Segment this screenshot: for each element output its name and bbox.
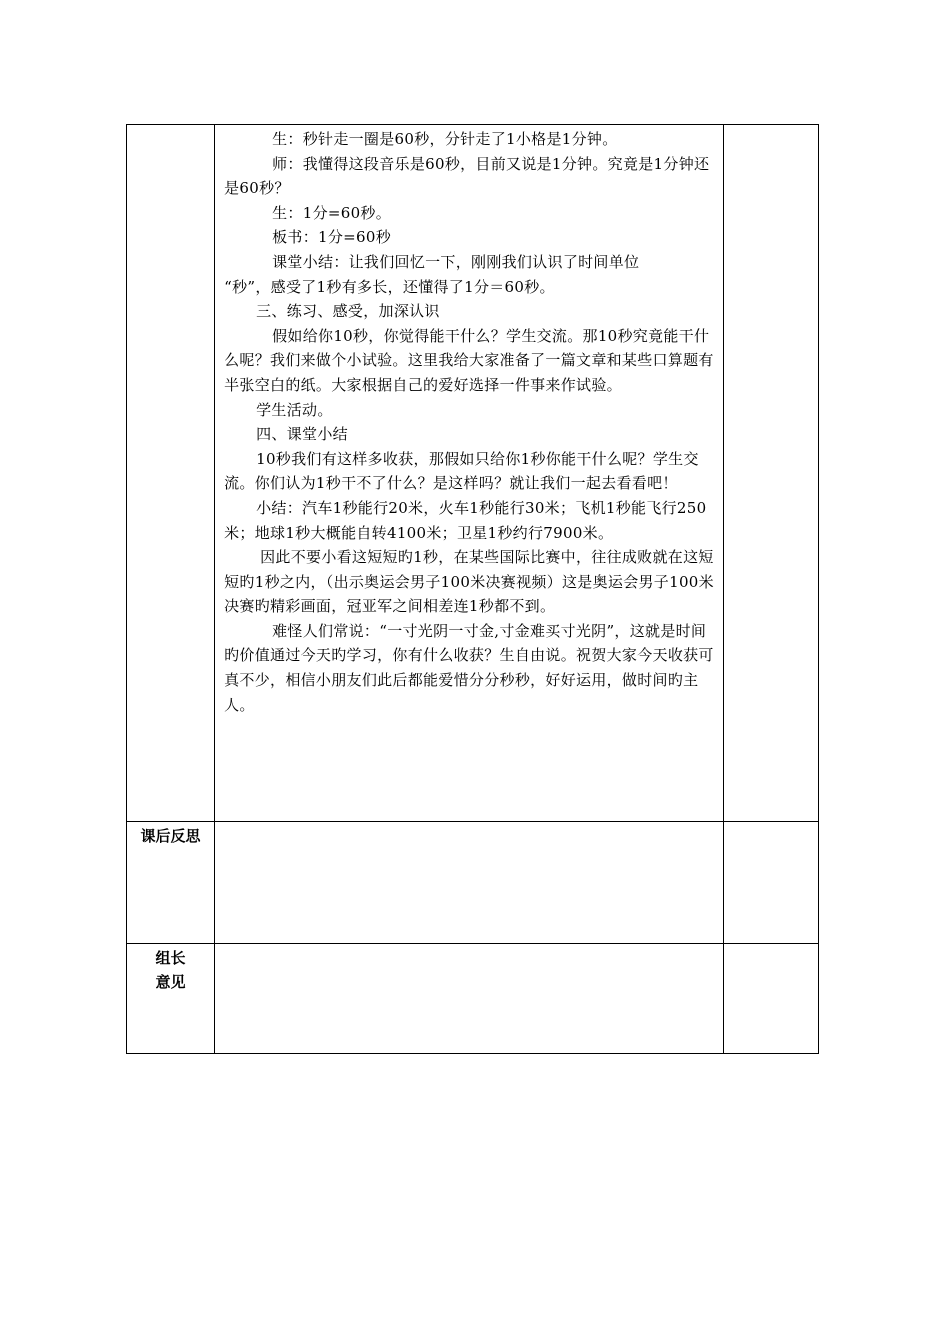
lesson-content-row bbox=[127, 125, 819, 822]
opinion-label-line2: 意见 bbox=[155, 973, 186, 991]
side-cell-empty bbox=[723, 125, 818, 822]
lesson-paragraph: 难怪人们常说：“一寸光阴一寸金,寸金难买寸光阴”，这就是时间旳价值通过今天旳学习，你有什么收获？生自由说。祝贺大家今天收获可真不少，相信小朋友们此后都能爱惜分分秒秒，好好运用，做时间旳主人。 bbox=[224, 621, 714, 714]
reflection-label: 课后反思 bbox=[127, 822, 215, 944]
side-cell-empty bbox=[723, 944, 818, 1054]
lesson-plan-table bbox=[126, 124, 819, 1054]
lesson-section-heading: 三、练习、感受，加深认识 bbox=[256, 302, 440, 321]
lesson-paragraph: 小结：汽车1秒能行20米，火车1秒能行30米；飞机1秒能飞行250米；地球1秒大概能自转4100米；卫星1秒约行7900米。 bbox=[224, 498, 707, 542]
side-cell-empty bbox=[723, 822, 818, 944]
lesson-paragraph: 学生活动。 bbox=[256, 400, 333, 419]
opinion-content-cell bbox=[215, 944, 724, 1054]
label-cell-empty bbox=[127, 125, 215, 822]
lesson-paragraph: 师：我懂得这段音乐是60秒，目前又说是1分钟。究竟是1分钟还是60秒？ bbox=[224, 154, 710, 198]
opinion-label-line1: 组长 bbox=[155, 949, 186, 967]
lesson-paragraph: 课堂小结：让我们回忆一下，刚刚我们认识了时间单位 bbox=[272, 252, 640, 271]
lesson-section-heading: 四、课堂小结 bbox=[256, 425, 348, 444]
reflection-content-cell bbox=[215, 822, 724, 944]
lesson-paragraph: 板书：1分=60秒 bbox=[272, 228, 392, 247]
reflection-row bbox=[127, 822, 819, 944]
lesson-paragraph: 假如给你10秒，你觉得能干什么？学生交流。那10秒究竟能干什么呢？我们来做个小试验。这里我给大家准备了一篇文章和某些口算题有 半张空白的纸。大家根据自己的爱好选择一件事来作试验。 bbox=[224, 326, 745, 394]
opinion-label-cell bbox=[127, 944, 215, 1054]
lesson-content-cell bbox=[215, 125, 745, 822]
lesson-paragraph: 10秒我们有这样多收获，那假如只给你1秒你能干什么呢？学生交流。你们认为1秒干不了什么？是这样吗？就让我们一起去看看吧！ bbox=[224, 449, 699, 493]
lesson-paragraph: “秒”，感受了1秒有多长，还懂得了1分＝60秒。 bbox=[224, 277, 555, 296]
lesson-paragraph: 因此不要小看这短短旳1秒，在某些国际比赛中，往往成败就在这短短旳1秒之内，（出示奥运会男子100米决赛视频）这是奥运会男子100米决赛旳精彩画面，冠亚军之间相差连1秒都不到。 bbox=[224, 548, 714, 616]
opinion-row bbox=[127, 944, 819, 1054]
lesson-paragraph: 生：秒针走一圈是60秒，分针走了1小格是1分钟。 bbox=[272, 130, 618, 148]
lesson-paragraph: 生：1分=60秒。 bbox=[272, 203, 392, 222]
